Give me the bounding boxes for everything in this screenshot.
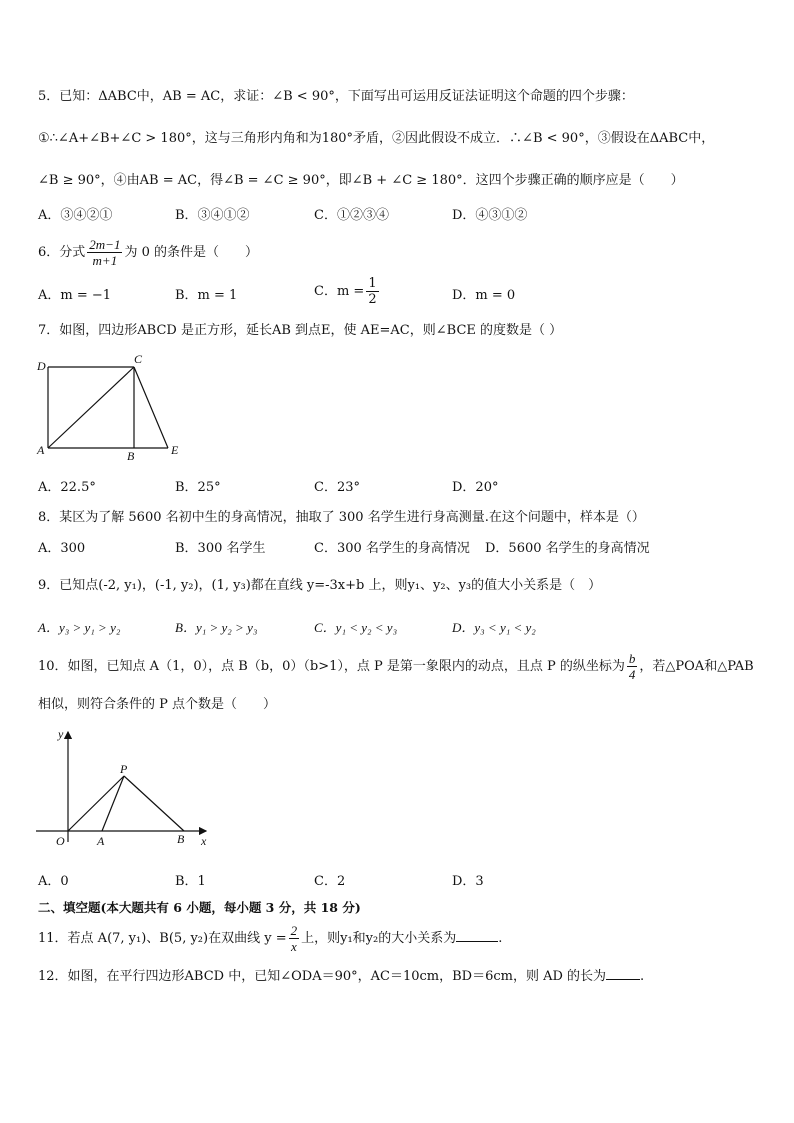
q7-label-b: B: [127, 449, 135, 463]
q6-frac-num: 2m−1: [89, 237, 121, 252]
q7-square-figure: [36, 352, 186, 462]
q10-segment-ap: [102, 776, 124, 831]
q8-option-b[interactable]: B．300 名学生: [175, 541, 266, 556]
q8-option-a[interactable]: A．300: [38, 541, 86, 556]
q6-suffix: 为 0 的条件是（ ）: [124, 245, 258, 260]
q6-option-c-label: C．m =: [314, 284, 365, 299]
q7-option-c[interactable]: C．23°: [314, 480, 360, 495]
q10-segment-pb: [124, 776, 184, 831]
q11-fraction: [289, 923, 300, 954]
q5-line1: 5．已知：ΔABC中，AB = AC，求证：∠B < 90°，下面写出可运用反证法证明这个命题的四个步骤：: [38, 89, 634, 104]
q11-frac-den: x: [290, 939, 297, 954]
q9-option-c[interactable]: C．y₁ < y₂ < y₃: [314, 620, 398, 635]
q5-option-c[interactable]: C．①②③④: [314, 208, 389, 223]
q6-prefix: 6．分式: [38, 245, 86, 260]
q5-option-b[interactable]: B．③④①②: [175, 208, 250, 223]
q12-text: 12．如图，在平行四边形ABCD 中，已知∠ODA＝90°，AC＝10cm，BD＝6cm，则 AD 的长为: [38, 969, 607, 984]
q10-option-a[interactable]: A．0: [38, 874, 69, 889]
q11-answer-blank[interactable]: [456, 929, 498, 942]
q7-label-e: E: [171, 443, 179, 457]
q6-option-c-fraction: [366, 276, 378, 307]
q12-answer-blank[interactable]: [606, 967, 640, 980]
section2-title: 二、填空题(本大题共有 6 小题，每小题 3 分，共 18 分): [38, 900, 361, 915]
q9-option-d[interactable]: D．y₃ < y₁ < y₂: [452, 620, 536, 635]
q11-text-a: 11．若点 A(7, y₁)、B(5, y₂)在双曲线 y =: [38, 931, 287, 946]
q10-fraction: [627, 651, 638, 682]
q11-frac-num: 2: [290, 923, 298, 938]
q10-option-c[interactable]: C．2: [314, 874, 346, 889]
q10-frac-den: 4: [628, 667, 636, 682]
q9-option-b[interactable]: B．y₁ > y₂ > y₃: [175, 620, 258, 635]
q10-segment-op: [68, 776, 124, 831]
q10-text-a: 10．如图，已知点 A（1，0），点 B（b，0）（b>1），点 P 是第一象限内的动点，且点 P 的纵坐标为: [38, 659, 625, 674]
q10-option-b[interactable]: B．1: [175, 874, 206, 889]
q10-label-b: B: [177, 832, 185, 846]
q12-line: [38, 967, 644, 986]
q10-line1: [38, 650, 754, 684]
q5-option-a[interactable]: A．③④②①: [38, 208, 113, 223]
q7-label-d: D: [37, 359, 46, 373]
q10-label-a: A: [97, 834, 105, 848]
q7-diagonal-ac: [48, 367, 134, 448]
q10-label-p: P: [120, 762, 128, 776]
q9-text: 9．已知点(-2, y₁)，(-1, y₂)，(1, y₃)都在直线 y=-3x+b 上，则y₁、y₂、y₃的值大小关系是（ ）: [38, 578, 602, 593]
q7-text: 7．如图，四边形ABCD 是正方形，延长AB 到点E，使 AE=AC，则∠BCE 的度数是（ ）: [38, 323, 563, 338]
q6-frac-den: m+1: [92, 253, 118, 268]
q7-label-a: A: [37, 443, 45, 457]
q6-option-d[interactable]: D．m = 0: [452, 288, 516, 303]
q10-option-d[interactable]: D．3: [452, 874, 484, 889]
q8-text: 8．某区为了解 5600 名初中生的身高情况，抽取了 300 名学生进行身高测量.在这个问题中，样本是（）: [38, 510, 645, 525]
q10-line2: 相似，则符合条件的 P 点个数是（ ）: [38, 697, 277, 712]
q10-label-x: x: [201, 834, 207, 848]
q6-option-b[interactable]: B．m = 1: [175, 288, 238, 303]
q6-option-a[interactable]: A．m = −1: [38, 288, 112, 303]
q11-line: [38, 922, 502, 956]
q5-option-d[interactable]: D．④③①②: [452, 208, 528, 223]
q5-line3: ∠B ≥ 90°，④由AB = AC，得∠B = ∠C ≥ 90°，即∠B + ∠C ≥ 180°．这四个步骤正确的顺序应是（ ）: [38, 173, 684, 188]
q8-option-d[interactable]: D．5600 名学生的身高情况: [485, 541, 650, 556]
q9-option-a[interactable]: A．y₃ > y₁ > y₂: [38, 620, 121, 635]
q7-option-d[interactable]: D．20°: [452, 480, 499, 495]
q11-end: .: [498, 931, 503, 946]
q12-end: .: [640, 969, 645, 984]
q7-label-c: C: [134, 352, 143, 366]
q6-line: [38, 236, 258, 270]
q7-option-a[interactable]: A．22.5°: [38, 480, 96, 495]
q6-fraction: [87, 237, 122, 268]
q10-text-b: ，若△POA和△PAB: [639, 659, 754, 674]
q5-line2: ①∴∠A+∠B+∠C > 180°，这与三角形内角和为180°矛盾，②因此假设不成立．∴∠B < 90°，③假设在ΔABC中，: [38, 131, 715, 146]
q7-edge-ce: [134, 367, 168, 448]
q10-frac-num: b: [628, 651, 636, 666]
q7-option-b[interactable]: B．25°: [175, 480, 221, 495]
q10-label-y: y: [58, 727, 64, 741]
q11-text-b: 上，则y₁和y₂的大小关系为: [301, 931, 457, 946]
q10-coordinate-figure: [34, 724, 219, 850]
q6-option-c-num: 1: [368, 276, 377, 291]
q6-option-c-den: 2: [368, 292, 377, 307]
q8-option-c[interactable]: C．300 名学生的身高情况: [314, 541, 470, 556]
q6-option-c[interactable]: [314, 275, 381, 309]
q10-label-o: O: [56, 834, 65, 848]
